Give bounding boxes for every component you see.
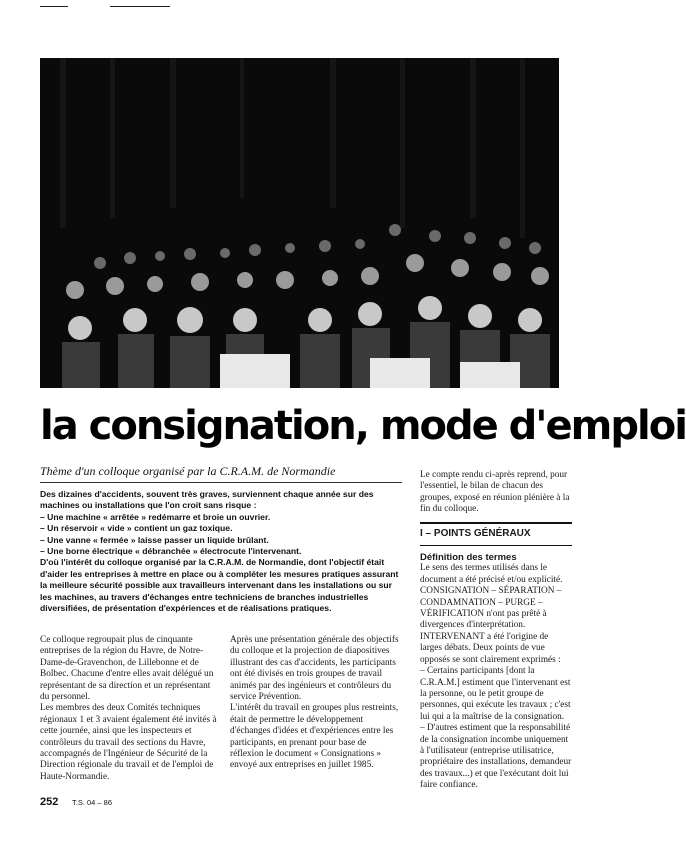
colloquium-photo [40,58,559,388]
body-paragraph: CONSIGNATION – SÉPARATION – CONDAMNATION – PURGE – VÉRIFICATION n'ont pas prêté à divergences d'interprétation. [420,586,562,631]
text-column-2 [230,635,402,772]
page-number: 252 [40,796,59,808]
text-column-3 [420,470,572,792]
text-column-1 [40,635,218,783]
body-paragraph: Après une présentation générale des objectifs du colloque et la projection de diapositives illustrant des cas d'accidents, les participants ont été divisés en trois groupes de travail animés par des ingénieurs et contrôleurs du service Prévention. [230,635,399,703]
body-paragraph: – Certains participants [dont la C.R.A.M.] estiment que l'intervenant est la personne, ou le petit groupe de personnes, qui exécute les travaux ; c'est lui qui a la maîtrise de la consignation. [420,666,571,722]
lead-paragraph [40,489,402,614]
body-paragraph: – D'autres estiment que la responsabilité de la consignation incombe uniquement à l'utilisateur (entreprise utilisatrice, propriétaire des installations, demandeur des travaux...) et que l'exécutant doit lui faire confiance. [420,723,572,791]
lead-item: – Une vanne « fermée » laisse passer un liquide brûlant. [40,534,269,545]
subsection-heading: Définition des termes [420,552,517,564]
lead-conclusion: D'où l'intérêt du colloque organisé par la C.R.A.M. de Normandie, dont l'objectif était d'aider les entreprises à mettre en place ou à compléter les mesures pratiques assurant la meilleure sécurité possible aux travailleurs intervenant dans les installations ou sur les machines, au travers d'échanges entre techniciens de branches industrielles diversifiées, de présentation d'expériences et de réalisations pratiques. [40,557,399,614]
subtitle-rule [40,482,402,483]
section-rule [420,545,572,546]
section-heading: I – POINTS GÉNÉRAUX [420,527,531,539]
journal-reference: T.S. 04 – 86 [72,798,113,807]
lead-intro: Des dizaines d'accidents, souvent très graves, surviennent chaque année sur des machines ou installations que l'on croit sans risque : [40,489,374,511]
lead-item: – Une machine « arrêtée » redémarre et broie un ouvrier. [40,511,271,522]
lead-item: – Une borne électrique « débranchée » électrocute l'intervenant. [40,546,302,557]
body-paragraph: Le compte rendu ci-après reprend, pour l'essentiel, le bilan de chacun des groupes, exposé en réunion plénière à la fin du colloque. [420,470,570,515]
body-paragraph: Le sens des termes utilisés dans le document a été précisé et/ou explicité. [420,563,563,585]
body-paragraph: L'intérêt du travail en groupes plus restreints, était de permettre le développement d'échanges d'idées et d'expériences entre les participants, en prenant pour base de réflexion le document « Consignations » envoyé aux entreprises en juillet 1985. [230,703,399,771]
body-paragraph: Les membres des deux Comités techniques régionaux 1 et 3 avaient également été invités à cette journée, ainsi que les inspecteurs et contrôleurs du travail des sections du Havre, accompagnés de l'Ingénieur de Sécurité de la Direction régionale du travail et de l'emploi de Haute-Normandie. [40,703,217,782]
article-title: la consignation, mode d'emploi [40,403,686,449]
section-rule [420,522,572,524]
article-subtitle: Thème d'un colloque organisé par la C.R.A.M. de Normandie [40,464,336,478]
top-rule [40,6,68,7]
audience-photo-illustration [40,58,559,388]
body-paragraph: Ce colloque regroupait plus de cinquante entreprises de la région du Havre, de Notre-Dame-de-Gravenchon, de Lillebonne et de Bolbec. Chacune d'entre elles avait délégué un représentant de sa direction et un représentant du personnel. [40,635,214,703]
top-rule [110,6,170,7]
body-paragraph: INTERVENANT a été l'origine de larges débats. Deux points de vue opposés se sont clairement exprimés : [420,631,561,665]
lead-item: – Un réservoir « vide » contient un gaz toxique. [40,523,233,534]
